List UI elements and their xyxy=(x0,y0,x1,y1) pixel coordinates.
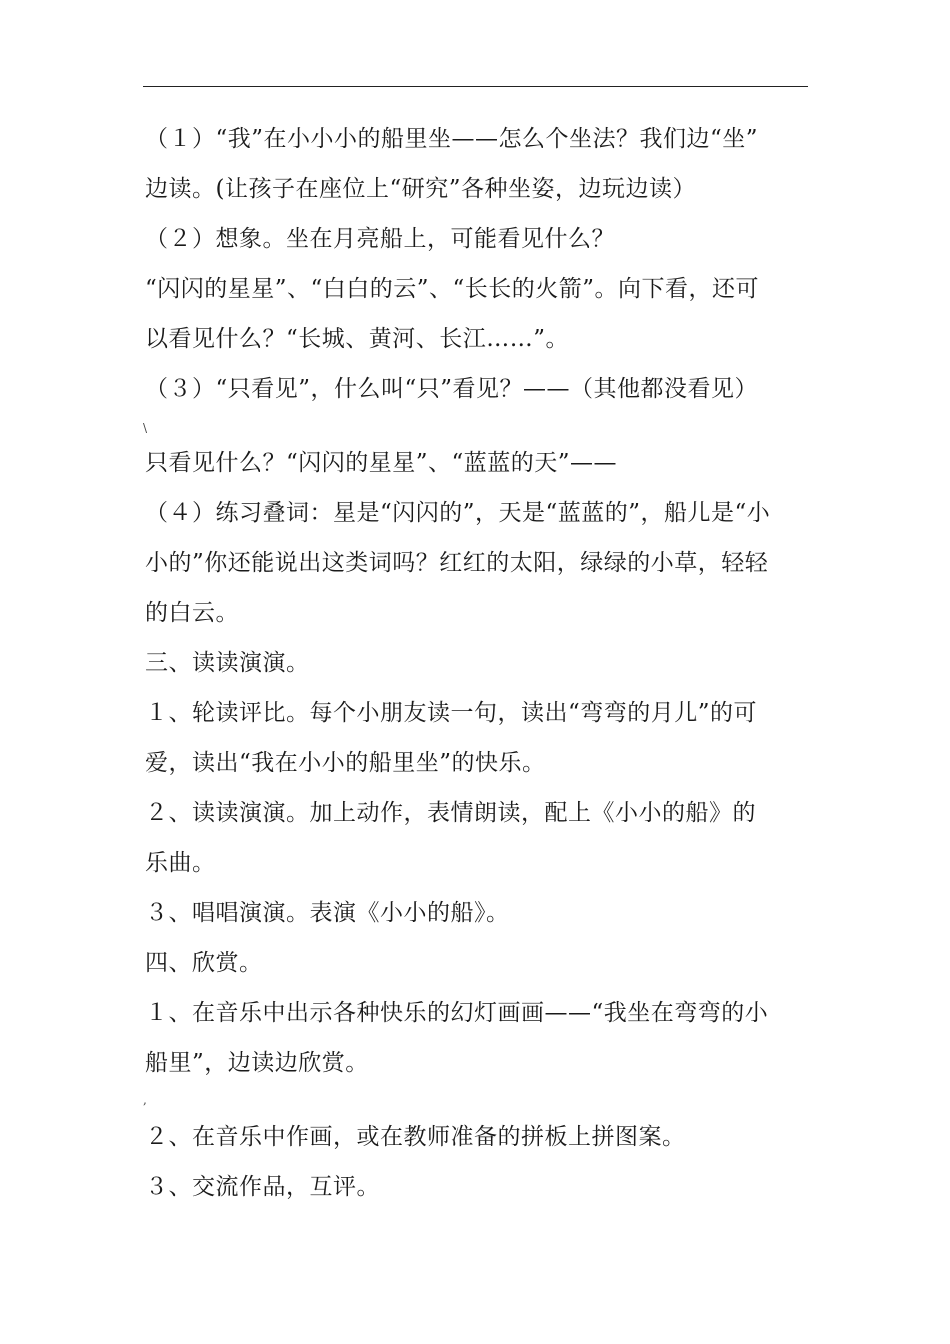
section-heading: 四、欣赏。 xyxy=(145,950,263,976)
text-line: “闪闪的星星”、“白白的云”、“长长的火箭”。向下看，还可 xyxy=(145,276,760,302)
text-line: ２、在音乐中作画，或在教师准备的拼板上拼图案。 xyxy=(145,1124,686,1150)
text-line: （２）想象。坐在月亮船上，可能看见什么？ xyxy=(145,226,615,252)
text-line: ２、读读演演。加上动作，表情朗读，配上《小小的船》的 xyxy=(145,800,756,826)
text-line: 爱，读出“我在小小的船里坐”的快乐。 xyxy=(145,750,546,776)
text-line: 乐曲。 xyxy=(145,850,216,876)
text-line: 只看见什么？“闪闪的星星”、“蓝蓝的天”—— xyxy=(145,450,618,476)
stray-mark: \ xyxy=(143,421,148,435)
text-line: （３）“只看见”，什么叫“只”看见？——（其他都没看见） xyxy=(145,376,759,402)
text-line: １、轮读评比。每个小朋友读一句，读出“弯弯的月儿”的可 xyxy=(145,700,758,726)
text-line: １、在音乐中出示各种快乐的幻灯画画——“我坐在弯弯的小 xyxy=(145,1000,769,1026)
text-line: （１）“我”在小小小的船里坐——怎么个坐法？我们边“坐” xyxy=(145,126,759,152)
text-line: ３、交流作品，互评。 xyxy=(145,1174,380,1200)
header-rule xyxy=(143,86,808,87)
text-line: 小的”你还能说出这类词吗？红红的太阳，绿绿的小草，轻轻 xyxy=(145,550,769,576)
text-line: 以看见什么？“长城、黄河、长江……”。 xyxy=(145,326,570,352)
text-line: 边读。(让孩子在座位上“研究”各种坐姿，边玩边读） xyxy=(145,176,696,202)
text-line: 的白云。 xyxy=(145,600,239,626)
text-line: （４）练习叠词：星是“闪闪的”，天是“蓝蓝的”，船儿是“小 xyxy=(145,500,771,526)
text-line: 船里”，边读边欣赏。 xyxy=(145,1050,369,1076)
text-line: ３、唱唱演演。表演《小小的船》。 xyxy=(145,900,510,926)
section-heading: 三、读读演演。 xyxy=(145,650,310,676)
stray-mark: , xyxy=(143,1093,147,1107)
